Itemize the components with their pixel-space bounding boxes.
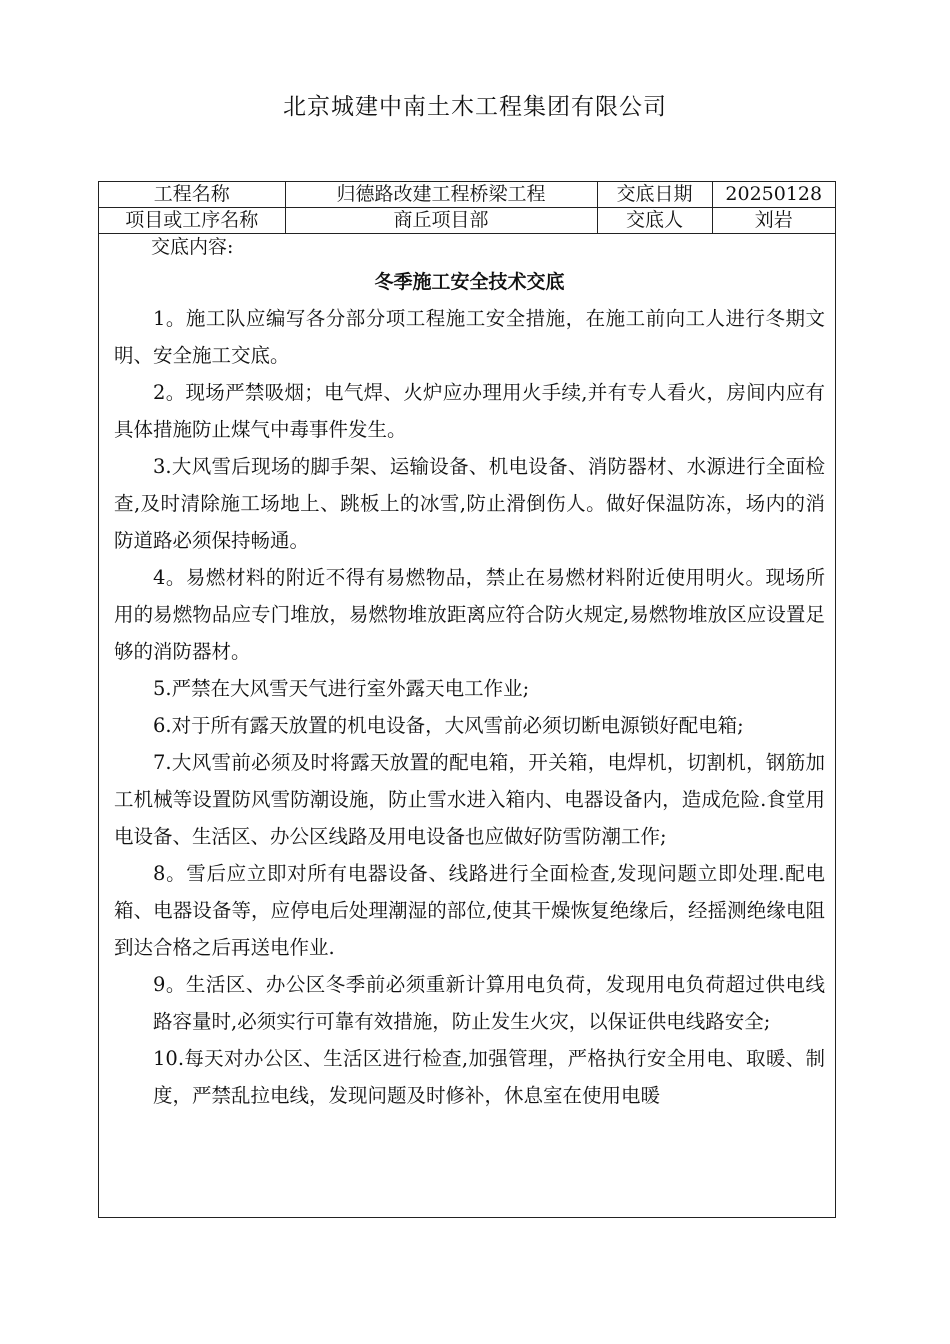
paragraph-9: 9。生活区、办公区冬季前必须重新计算用电负荷，发现用电负荷超过供电线路容量时,必须实行可靠有效措施，防止发生火灾，以保证供电线路安全;: [153, 973, 825, 1033]
process-name-value: 商丘项目部: [285, 208, 597, 234]
header-row-process: [99, 208, 835, 234]
paragraph-7: 7.大风雪前必须及时将露天放置的配电箱，开关箱，电焊机，切割机，钢筋加工机械等设置防风雪防潮设施，防止雪水进入箱内、电器设备内，造成危险.食堂用电设备、生活区、办公区线路及用电设备也应做好防雪防潮工作;: [114, 751, 825, 848]
project-name-value: 归德路改建工程桥梁工程: [285, 182, 597, 208]
paragraph-4: 4。易燃材料的附近不得有易燃物品，禁止在易燃材料附近使用明火。现场所用的易燃物品应专门堆放，易燃物堆放距离应符合防火规定,易燃物堆放区应设置足够的消防器材。: [114, 566, 825, 663]
paragraph-8: 8。雪后应立即对所有电器设备、线路进行全面检查,发现问题立即处理.配电箱、电器设备等，应停电后处理潮湿的部位,使其干燥恢复绝缘后，经摇测绝缘电阻到达合格之后再送电作业.: [114, 862, 825, 959]
paragraph-2: 2。现场严禁吸烟；电气焊、火炉应办理用火手续,并有专人看火，房间内应有具体措施防止煤气中毒事件发生。: [114, 381, 825, 441]
paragraph-5: 5.严禁在大风雪天气进行室外露天电工作业;: [153, 677, 530, 700]
content-lead-label: 交底内容:: [151, 236, 234, 258]
company-name: 北京城建中南土木工程集团有限公司: [283, 94, 667, 120]
disclosure-date-label: 交底日期: [597, 182, 712, 208]
header-row-project: [99, 182, 835, 208]
disclosure-form: [98, 181, 836, 1218]
content-title: 冬季施工安全技术交底: [374, 271, 565, 293]
header-table: [99, 182, 835, 234]
disclosure-content: [99, 234, 835, 1114]
discloser-label: 交底人: [597, 208, 712, 234]
paragraph-3: 3.大风雪后现场的脚手架、运输设备、机电设备、消防器材、水源进行全面检查,及时清除施工场地上、跳板上的冰雪,防止滑倒伤人。做好保温防冻，场内的消防道路必须保持畅通。: [114, 455, 825, 552]
project-name-label: 工程名称: [99, 182, 285, 208]
disclosure-date-value: 20250128: [712, 182, 835, 208]
paragraph-10: 10.每天对办公区、生活区进行检查,加强管理，严格执行安全用电、取暖、制度，严禁乱拉电线，发现问题及时修补，休息室在使用电暖: [153, 1047, 825, 1107]
paragraph-1: 1。施工队应编写各分部分项工程施工安全措施，在施工前向工人进行冬期文明、安全施工交底。: [114, 307, 825, 367]
paragraph-6: 6.对于所有露天放置的机电设备，大风雪前必须切断电源锁好配电箱;: [153, 714, 744, 737]
discloser-value: 刘岩: [712, 208, 835, 234]
process-name-label: 项目或工序名称: [99, 208, 285, 234]
